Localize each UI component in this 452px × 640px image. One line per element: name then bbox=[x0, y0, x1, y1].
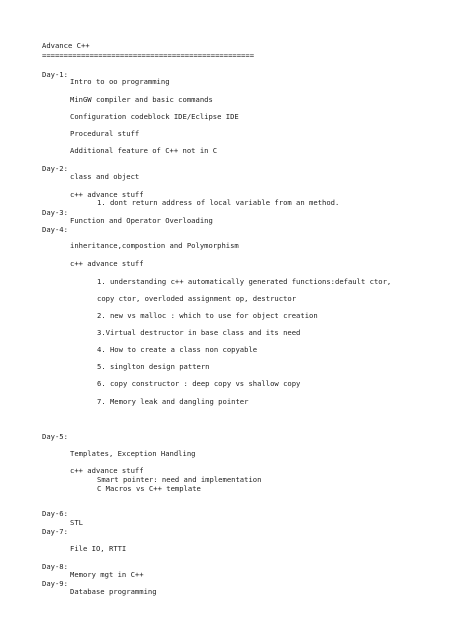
day-3-item-1: Function and Operator Overloading bbox=[70, 216, 213, 225]
day-5-item-2: c++ advance stuff bbox=[70, 466, 144, 475]
day-4-subitem-8: 7. Memory leak and dangling pointer bbox=[97, 397, 249, 406]
day-2-item-1: class and object bbox=[70, 172, 140, 181]
day-5-item-1: Templates, Exception Handling bbox=[70, 449, 196, 458]
day-9-item-1: Database programming bbox=[70, 587, 157, 596]
day-2-item-2: c++ advance stuff bbox=[70, 190, 144, 199]
day-9-label: Day-9: bbox=[42, 579, 68, 588]
day-1-item-3: Configuration codeblock IDE/Eclipse IDE bbox=[70, 112, 239, 121]
day-8-item-1: Memory mgt in C++ bbox=[70, 570, 144, 579]
title-underline: ================================================= bbox=[42, 51, 255, 60]
document-title: Advance C++ bbox=[42, 41, 90, 50]
day-4-item-1: inheritance,compostion and Polymorphism bbox=[70, 241, 239, 250]
day-7-label: Day-7: bbox=[42, 527, 68, 536]
day-2-label: Day-2: bbox=[42, 164, 68, 173]
day-4-subitem-1: 1. understanding c++ automatically generated functions:default ctor, bbox=[97, 277, 392, 286]
day-4-item-2: c++ advance stuff bbox=[70, 259, 144, 268]
day-5-subitem-1: Smart pointer: need and implementation bbox=[97, 475, 262, 484]
day-4-subitem-3: 2. new vs malloc : which to use for object creation bbox=[97, 311, 318, 320]
day-4-label: Day-4: bbox=[42, 225, 68, 234]
day-1-item-4: Procedural stuff bbox=[70, 129, 140, 138]
day-5-label: Day-5: bbox=[42, 432, 68, 441]
day-6-item-1: STL bbox=[70, 518, 83, 527]
day-7-item-1: File IO, RTTI bbox=[70, 544, 127, 553]
day-3-label: Day-3: bbox=[42, 208, 68, 217]
day-4-subitem-2: copy ctor, overloded assignment op, destructor bbox=[97, 294, 297, 303]
day-1-item-5: Additional feature of C++ not in C bbox=[70, 146, 218, 155]
day-1-item-2: MinGW compiler and basic commands bbox=[70, 95, 213, 104]
day-4-subitem-4: 3.Virtual destructor in base class and its need bbox=[97, 328, 301, 337]
day-1-label: Day-1: bbox=[42, 70, 68, 79]
day-6-label: Day-6: bbox=[42, 509, 68, 518]
day-4-subitem-5: 4. How to create a class non copyable bbox=[97, 345, 258, 354]
day-5-subitem-2: C Macros vs C++ template bbox=[97, 484, 201, 493]
day-8-label: Day-8: bbox=[42, 562, 68, 571]
day-2-subitem-1: 1. dont return address of local variable from an method. bbox=[97, 198, 340, 207]
day-1-item-1: Intro to oo programming bbox=[70, 77, 170, 86]
day-4-subitem-6: 5. singlton design pattern bbox=[97, 362, 210, 371]
day-4-subitem-7: 6. copy constructor : deep copy vs shallow copy bbox=[97, 379, 301, 388]
